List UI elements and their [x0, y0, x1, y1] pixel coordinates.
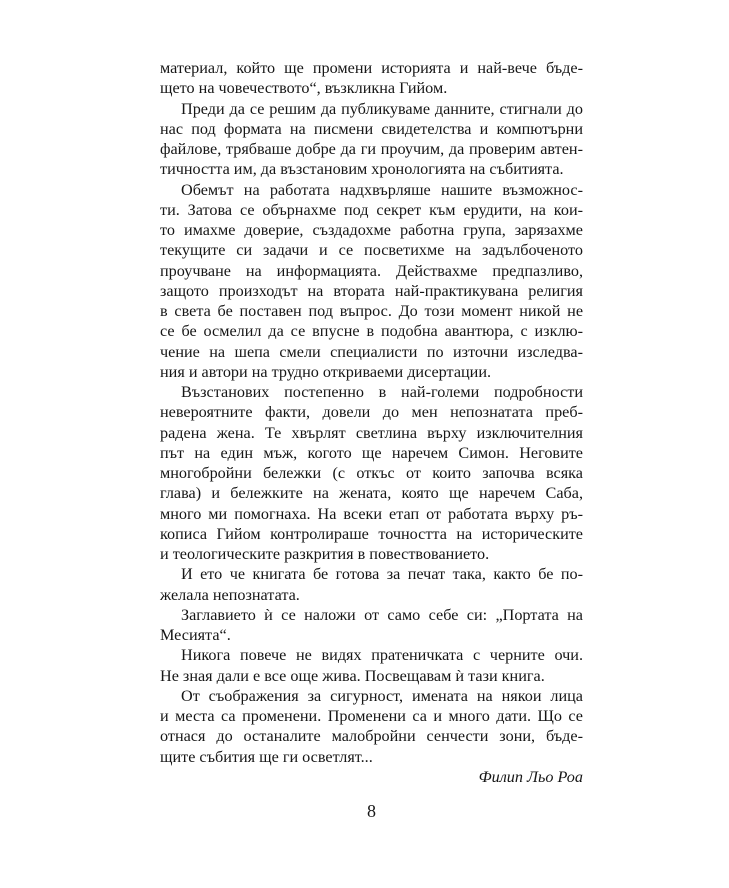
text-line: щето на човечеството“, възкликна Гийом. [160, 79, 448, 98]
text-line: нас под формата на писмени свидетелства и компютърни [160, 119, 583, 138]
text-line: проучване на информацията. Действахме предпазливо, [160, 261, 583, 280]
text-line: материал, който ще промени историята и най-вече бъде- [160, 59, 583, 77]
text-line: тичността им, да възстановим хронологията на събитията. [160, 160, 564, 179]
text-line: много ми помогнаха. На всеки етап от работата върху ръ- [160, 504, 583, 523]
text-line: в света бе поставен под въпрос. До този момент никой не [160, 302, 583, 320]
text-line: се бе осмелил да се впусне в подобна авантюра, с изклю- [160, 322, 583, 341]
text-line: кописа Гийом контролираше точността на историческите [160, 524, 583, 543]
text-line: текущите си задачи и се посветихме на задълбоченото [160, 241, 583, 260]
body-text [160, 58, 583, 787]
text-line: Обемът на работата надхвърляше нашите възможнос- [181, 180, 583, 199]
text-line: Заглавието ѝ се наложи от само себе си: „Портата на [181, 605, 583, 624]
page-number: 8 [367, 801, 376, 821]
text-line: чение на шепа смели специалисти по източни изследва- [160, 342, 583, 361]
text-line: многобройни бележки (с откъс от които започва всяка [160, 464, 583, 482]
text-line: глава) и бележките на жената, която ще наречем Саба, [160, 484, 583, 503]
text-line: Месията“. [160, 626, 231, 644]
paragraph [160, 645, 583, 686]
text-line: файлове, трябваше добре да ги проучим, да проверим автен- [160, 140, 583, 158]
text-line: Никога повече не видях пратеничката с черните очи. [181, 646, 583, 665]
text-line: щите събития ще ги осветлят... [160, 747, 373, 766]
text-line: Не зная дали е все още жива. Посвещавам ѝ тази книга. [160, 666, 545, 685]
author-signature: Филип Льо Роа [478, 767, 583, 786]
paragraph [160, 382, 583, 564]
text-line: път на един мъж, когото ще наречем Симон. Неговите [160, 443, 583, 462]
text-line: отнася до останалите малобройни сенчести зони, бъде- [160, 727, 583, 746]
text-line: радена жена. Те хвърлят светлина върху изключителния [160, 423, 583, 442]
text-line: защото произходът на втората най-практикувана религия [160, 281, 583, 300]
paragraph [160, 180, 583, 383]
text-line: Възстанових постепенно в най-големи подробности [181, 383, 583, 401]
text-line: Преди да се решим да публикуваме данните, стигнали до [181, 99, 583, 118]
paragraph [160, 99, 583, 180]
text-line: и теологическите разкрития в повествованието. [160, 545, 490, 563]
text-line: невероятните факти, довели до мен непознатата преб- [160, 403, 583, 422]
paragraph [160, 564, 583, 605]
text-line: и места са променени. Променени са и много дати. Що се [160, 707, 583, 725]
text-line: ти. Затова се обърнахме под секрет към ерудити, на кои- [160, 200, 583, 219]
text-line: то имахме доверие, създадохме работна група, зарязахме [160, 221, 583, 239]
text-line: И ето че книгата бе готова за печат така, както бе по- [181, 565, 583, 584]
paragraph [160, 686, 583, 767]
paragraph [160, 605, 583, 646]
text-line: От съображения за сигурност, имената на някои лица [181, 686, 583, 705]
text-line: ния и автори на трудно откриваеми дисертации. [160, 362, 492, 381]
text-line: желала непознатата. [160, 585, 300, 604]
paragraph [160, 58, 583, 99]
